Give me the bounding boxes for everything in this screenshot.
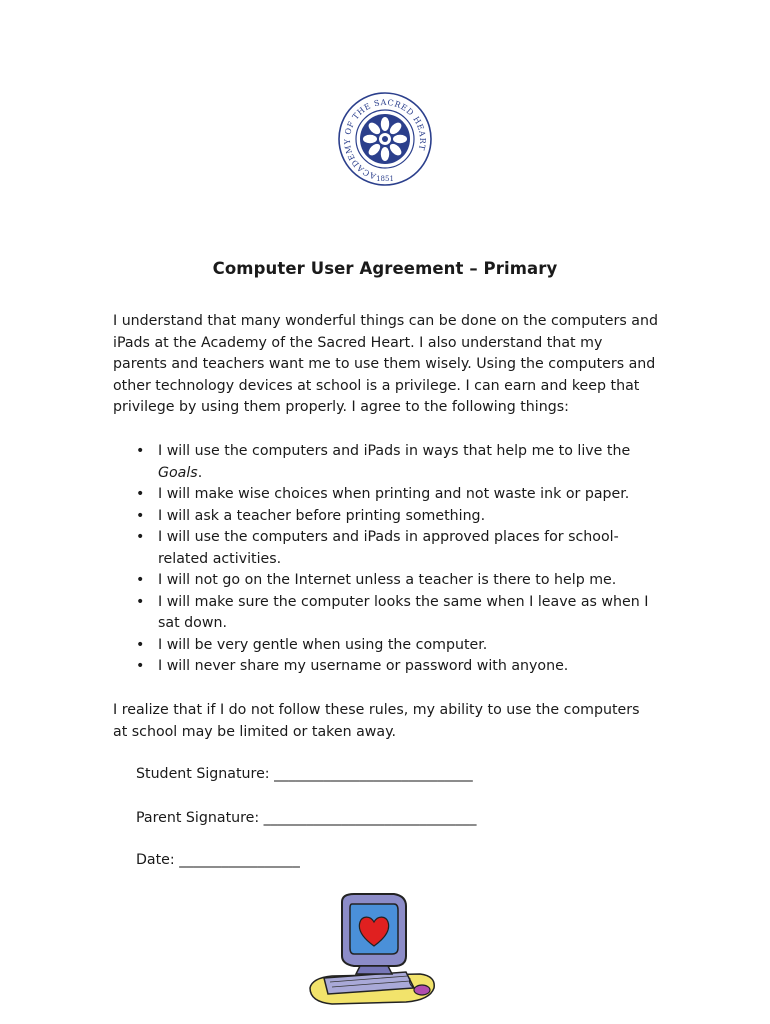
computer-heart-icon	[302, 890, 442, 1010]
list-item: • I will use the computers and iPads in ways that help me to live the Goals.	[113, 441, 658, 484]
rules-list	[113, 441, 658, 678]
list-item: • I will be very gentle when using the computer.	[113, 635, 658, 657]
seal-year: 1851	[376, 175, 394, 183]
date-line[interactable]: Date: _________________	[136, 852, 300, 868]
parent-signature-line[interactable]: Parent Signature: ______________________________	[136, 810, 477, 826]
list-item: • I will not go on the Internet unless a teacher is there to help me.	[113, 570, 658, 592]
intro-paragraph: I understand that many wonderful things can be done on the computers and iPads at the Academy of the Sacred Heart. I also understand that my parents and teachers want me to use them wisely. Using the computers and other technology devices at school is a privilege. I can earn and keep that privilege by using them properly. I agree to the following things:	[113, 313, 658, 415]
list-item: • I will never share my username or password with anyone.	[113, 656, 658, 678]
seal-ring-text: ACADEMY OF THE SACRED HEART	[342, 97, 428, 181]
list-item: • I will make sure the computer looks the same when I leave as when I sat down.	[113, 592, 658, 635]
list-item: • I will make wise choices when printing and not waste ink or paper.	[113, 484, 658, 506]
school-seal-logo	[335, 91, 435, 187]
goals-text: Goals	[158, 464, 198, 481]
list-item: • I will use the computers and iPads in approved places for school-related activities.	[113, 527, 658, 570]
student-signature-line[interactable]: Student Signature: ____________________________	[136, 766, 473, 782]
list-item: • I will ask a teacher before printing something.	[113, 506, 658, 528]
rule-text: I will use the computers and iPads in ways that help me to live the	[158, 443, 631, 459]
document-title: Computer User Agreement – Primary	[212, 259, 558, 278]
closing-paragraph: I realize that if I do not follow these rules, my ability to use the computers at school may be limited or taken away.	[113, 702, 640, 740]
